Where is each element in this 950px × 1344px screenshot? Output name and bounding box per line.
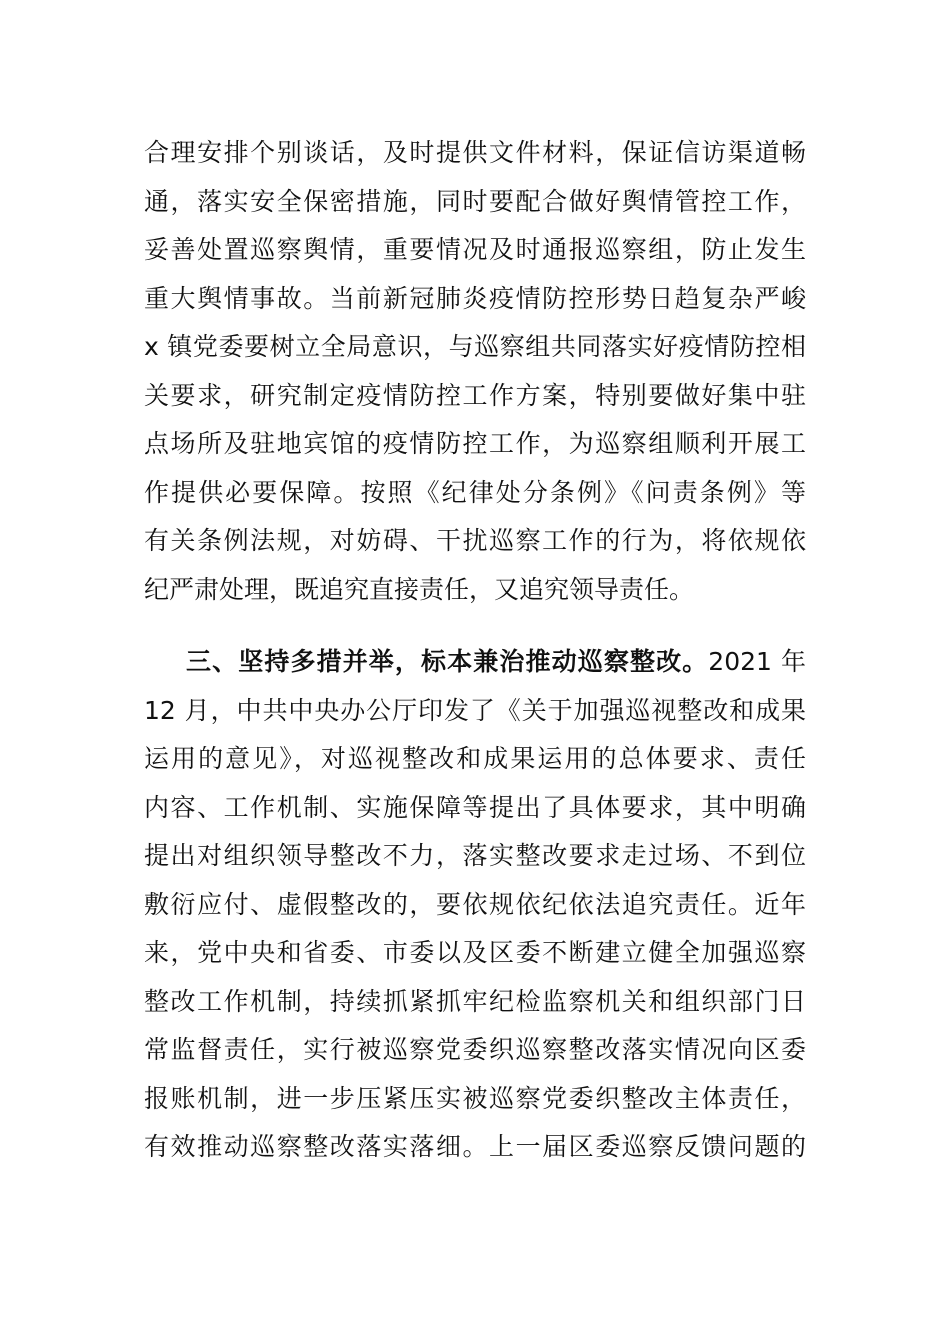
paragraph-line: 提出对组织领导整改不力，落实整改要求走过场、不到位 (144, 841, 806, 870)
paragraph-line: 点场所及驻地宾馆的疫情防控工作，为巡察组顺利开展工 (144, 429, 806, 458)
paragraph-line: 纪严肃处理，既追究直接责任，又追究领导责任。 (144, 574, 695, 604)
paragraph-line: x 镇党委要树立全局意识，与巡察组共同落实好疫情防控相 (144, 332, 806, 361)
section-first-line (144, 638, 806, 687)
paragraph-line: 内容、工作机制、实施保障等提出了具体要求，其中明确 (144, 792, 806, 822)
section-heading: 三、坚持多措并举，标本兼治推动巡察整改。 (186, 647, 709, 676)
paragraph-line: 关要求，研究制定疫情防控工作方案，特别要做好集中驻 (144, 380, 806, 410)
paragraph-line: 合理安排个别谈话，及时提供文件材料，保证信访渠道畅 (144, 138, 806, 167)
paragraph-line: 常监督责任，实行被巡察党委织巡察整改落实情况向区委 (144, 1035, 806, 1064)
body-paragraph (144, 129, 806, 614)
paragraph-line: 妥善处置巡察舆情，重要情况及时通报巡察组，防止发生 (144, 235, 806, 264)
paragraph-line: 敷衍应付、虚假整改的，要依规依纪依法追究责任。近年 (144, 889, 806, 919)
paragraph-line: 运用的意见》，对巡视整改和成果运用的总体要求、责任 (144, 744, 806, 773)
paragraph-line: 重大舆情事故。当前新冠肺炎疫情防控形势日趋复杂严峻 (144, 283, 806, 313)
paragraph-line: 有关条例法规，对妨碍、干扰巡察工作的行为，将依规依 (144, 526, 806, 555)
paragraph-line: 整改工作机制，持续抓紧抓牢纪检监察机关和组织部门日 (144, 986, 806, 1016)
paragraph-line: 报账机制，进一步压紧压实被巡察党委织整改主体责任， (144, 1083, 806, 1113)
paragraph-line: 通，落实安全保密措施，同时要配合做好舆情管控工作， (144, 186, 806, 216)
paragraph-line: 有效推动巡察整改落实落细。上一届区委巡察反馈问题的 (144, 1132, 806, 1161)
paragraph-line: 12 月，中共中央办公厅印发了《关于加强巡视整改和成果 (144, 695, 806, 725)
paragraph-line: 来，党中央和省委、市委以及区委不断建立健全加强巡察 (144, 938, 806, 967)
paragraph-line: 作提供必要保障。按照《纪律处分条例》《问责条例》等 (144, 477, 806, 507)
section-paragraph (144, 638, 806, 1172)
section-first-line-rest: 2021 年 (708, 647, 806, 676)
